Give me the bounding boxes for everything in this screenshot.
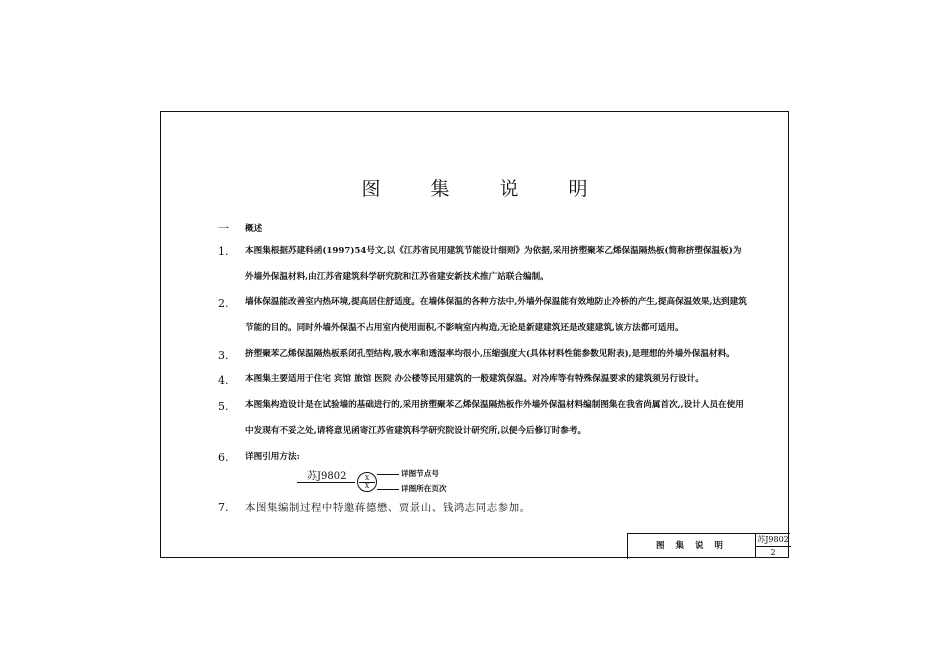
section-text: 墙体保温能改善室内热环境,提高居住舒适度。在墙体保温的各种方法中,外墙外保温能有效地防止冷桥的产生,提高保温效果,达到建筑	[245, 297, 747, 307]
section-number: 7.	[218, 501, 229, 514]
reference-leader-page	[377, 489, 399, 490]
title-block	[627, 533, 790, 559]
section-number: 3.	[218, 349, 229, 362]
section-text: 本图集编制过程中特邀蒋德懋、贾景山、钱鸿志同志参加。	[245, 502, 531, 514]
reference-underline	[297, 482, 355, 483]
section-text: 详图引用方法:	[245, 452, 300, 462]
section-number: 1.	[218, 245, 229, 258]
title-block-page: 2	[770, 548, 776, 557]
section-text: 挤塑聚苯乙烯保温隔热板系闭孔型结构,吸水率和透湿率均很小,压缩强度大(具体材料性能参数见附表),是理想的外墙外保温材料。	[245, 349, 735, 359]
title-block-code: 苏J9802	[757, 535, 789, 544]
section-number: 2.	[218, 297, 229, 310]
section-number: 4.	[218, 374, 229, 387]
reference-atlas-code: 苏J9802	[307, 471, 347, 482]
page-title: 图 集 说 明	[361, 178, 610, 200]
title-block-name: 图 集 说 明	[656, 541, 727, 551]
reference-page-number: X	[364, 483, 370, 490]
reference-node-number: X	[364, 475, 370, 482]
reference-label-page: 详图所在页次	[401, 484, 447, 493]
section-text: 节能的目的。同时外墙外保温不占用室内使用面积,不影响室内构造,无论是新建建筑还是改建建筑,该方法都可适用。	[245, 323, 684, 333]
reference-label-node: 详图节点号	[401, 469, 439, 478]
reference-index-circle	[357, 472, 377, 492]
section-text: 中发现有不妥之处,请将意见函寄江苏省建筑科学研究院设计研究所,以便今后修订时参考。	[245, 426, 587, 436]
section-number: 一	[218, 222, 229, 235]
section-number: 5.	[218, 400, 229, 413]
drawing-sheet	[160, 111, 789, 558]
section-text: 本图集根据苏建科函(1997)54号文,以《江苏省民用建筑节能设计细则》为依据,采用挤塑聚苯乙烯保温隔热板(简称挤塑保温板)为	[245, 246, 742, 256]
reference-leader-node	[377, 474, 399, 475]
section-number: 6.	[218, 451, 229, 464]
section-text: 外墙外保温材料,由江苏省建筑科学研究院和江苏省建安新技术推广站联合编制。	[245, 272, 549, 282]
section-text: 本图集主要适用于住宅 宾馆 旅馆 医院 办公楼等民用建筑的一般建筑保温。对冷库等有特殊保温要求的建筑须另行设计。	[245, 374, 704, 384]
section-text: 概述	[245, 224, 263, 234]
section-text: 本图集构造设计是在试验墙的基础进行的,采用挤塑聚苯乙烯保温隔热板作外墙外保温材料编制图集在我省尚属首次,,设计人员在使用	[245, 400, 744, 410]
